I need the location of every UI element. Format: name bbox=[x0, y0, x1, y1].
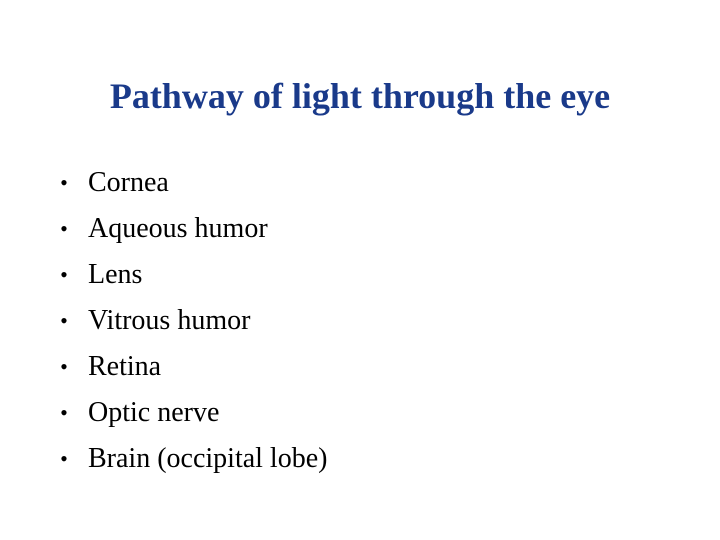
bullet-text: Retina bbox=[88, 351, 162, 382]
bullet-text: Optic nerve bbox=[88, 397, 220, 428]
bullet-dot-icon: • bbox=[60, 400, 68, 425]
bullet-dot-icon: • bbox=[60, 446, 68, 471]
bullet-dot-icon: • bbox=[60, 170, 68, 195]
bullet-text: Cornea bbox=[88, 167, 169, 198]
bullet-dot-icon: • bbox=[60, 308, 68, 333]
bullet-dot-icon: • bbox=[60, 216, 68, 241]
bullet-text: Aqueous humor bbox=[88, 213, 268, 244]
bullet-dot-icon: • bbox=[60, 354, 68, 379]
bullet-text: Vitrous humor bbox=[88, 305, 251, 336]
bullet-text: Brain (occipital lobe) bbox=[88, 443, 328, 474]
bullet-text: Lens bbox=[88, 259, 143, 290]
slide-title: Pathway of light through the eye bbox=[109, 76, 611, 116]
bullet-dot-icon: • bbox=[60, 262, 68, 287]
